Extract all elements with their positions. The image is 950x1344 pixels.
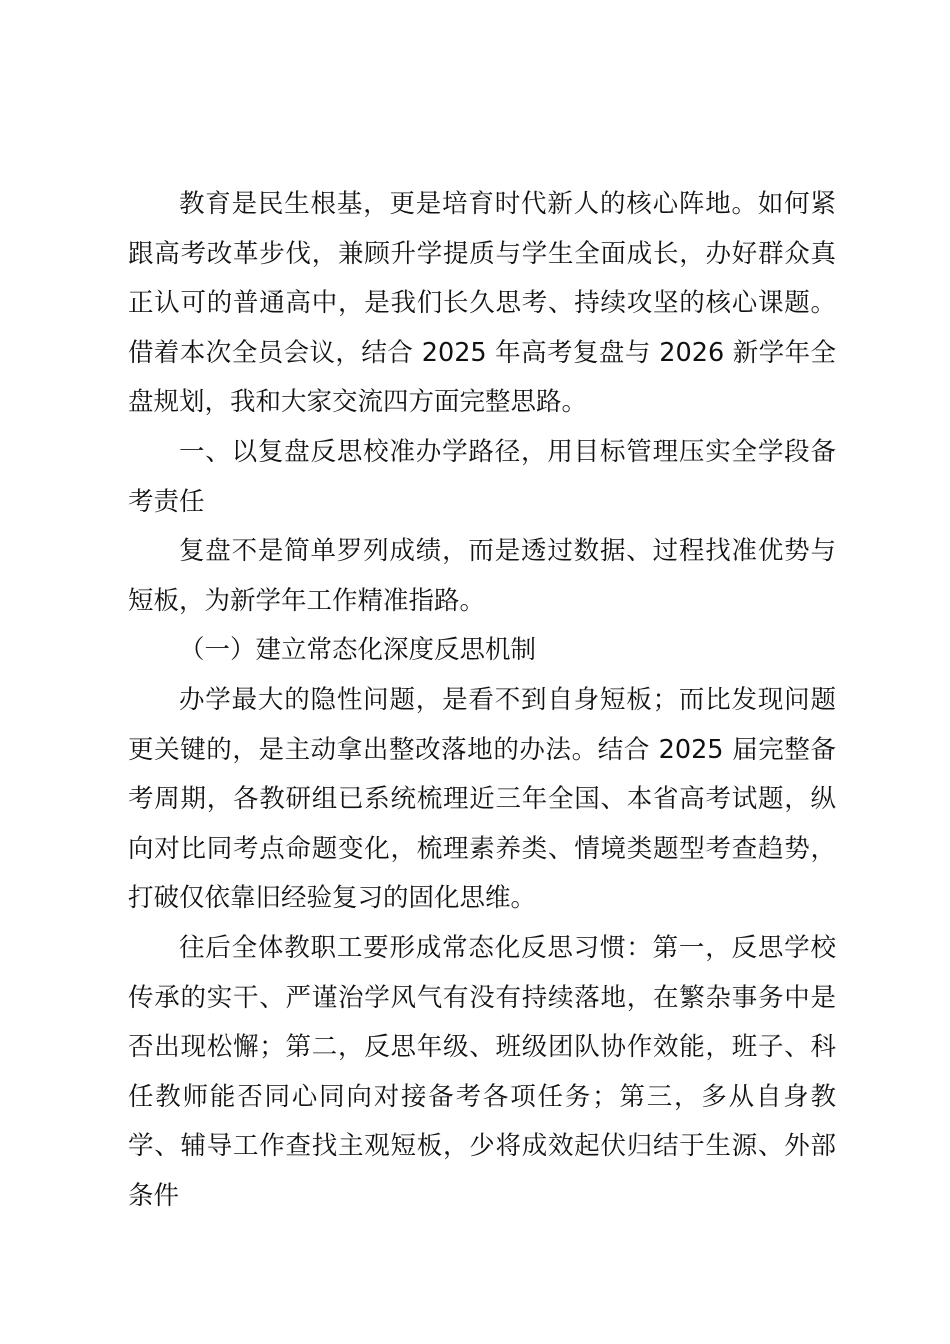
intro-paragraph: 教育是民生根基，更是培育时代新人的核心阵地。如何紧跟高考改革步伐，兼顾升学提质与学生全面成长，办好群众真正认可的普通高中，是我们长久思考、持续攻坚的核心课题。借着本次全员会议，结合 2025 年高考复盘与 2026 新学年全盘规划，我和大家交流四方面完整思路。 [128, 189, 836, 418]
document-body [128, 180, 836, 1221]
section-intro-paragraph: 复盘不是简单罗列成绩，而是透过数据、过程找准优势与短板，为新学年工作精准指路。 [128, 536, 836, 616]
section-heading-1: 一、以复盘反思校准办学路径，用目标管理压实全学段备考责任 [128, 436, 836, 517]
body-paragraph-1: 办学最大的隐性问题，是看不到自身短板；而比发现问题更关键的，是主动拿出整改落地的办法。结合 2025 届完整备考周期，各教研组已系统梳理近三年全国、本省高考试题，纵向对比同考点命题变化，梳理素养类、情境类题型考查趋势，打破仅依靠旧经验复习的固化思维。 [128, 684, 836, 914]
subsection-heading-1: （一）建立常态化深度反思机制 [179, 635, 537, 666]
body-paragraph-2: 往后全体教职工要形成常态化反思习惯：第一，反思学校传承的实干、严谨治学风气有没有持续落地，在繁杂事务中是否出现松懈；第二，反思年级、班级团队协作效能，班子、科任教师能否同心同向对接备考各项任务；第三，多从自身教学、辅导工作查找主观短板，少将成效起伏归结于生源、外部条件 [128, 932, 836, 1211]
